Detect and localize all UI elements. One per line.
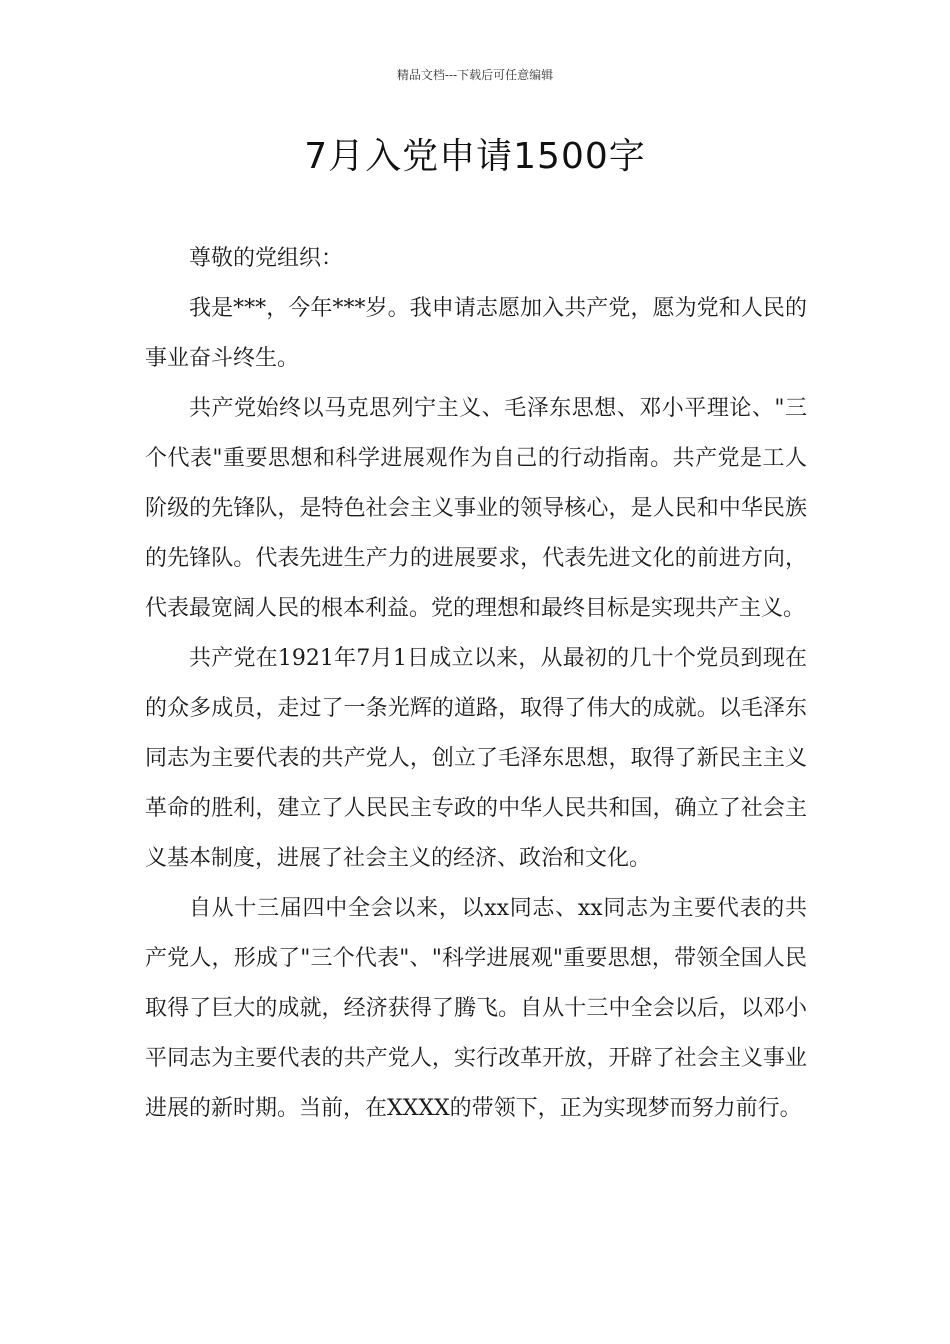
document-body <box>145 234 807 1134</box>
paragraph-4: 自从十三届四中全会以来，以xx同志、xx同志为主要代表的共产党人，形成了"三个代表"、"科学进展观"重要思想，带领全国人民取得了巨大的成就，经济获得了腾飞。自从十三中全会以后，以邓小平同志为主要代表的共产党人，实行改革开放，开辟了社会主义事业进展的新时期。当前，在XXXX的带领下，正为实现梦而努力前行。 <box>145 896 807 1121</box>
salutation: 尊敬的党组织： <box>189 246 344 271</box>
document-title: 7月入党申请1500字 <box>304 136 646 177</box>
paragraph-2: 共产党始终以马克思列宁主义、毛泽东思想、邓小平理论、"三个代表"重要思想和科学进展观作为自己的行动指南。共产党是工人阶级的先锋队，是特色社会主义事业的领导核心，是人民和中华民族的先锋队。代表先进生产力的进展要求，代表先进文化的前进方向，代表最宽阔人民的根本利益。党的理想和最终目标是实现共产主义。 <box>145 396 807 621</box>
header-note: 精品文档---下载后可任意编辑 <box>396 68 554 82</box>
paragraph-1: 我是***，今年***岁。我申请志愿加入共产党，愿为党和人民的事业奋斗终生。 <box>145 296 807 371</box>
paragraph-3: 共产党在1921年7月1日成立以来，从最初的几十个党员到现在的众多成员，走过了一条光辉的道路，取得了伟大的成就。以毛泽东同志为主要代表的共产党人，创立了毛泽东思想，取得了新民主主义革命的胜利，建立了人民民主专政的中华人民共和国，确立了社会主义基本制度，进展了社会主义的经济、政治和文化。 <box>145 646 807 871</box>
